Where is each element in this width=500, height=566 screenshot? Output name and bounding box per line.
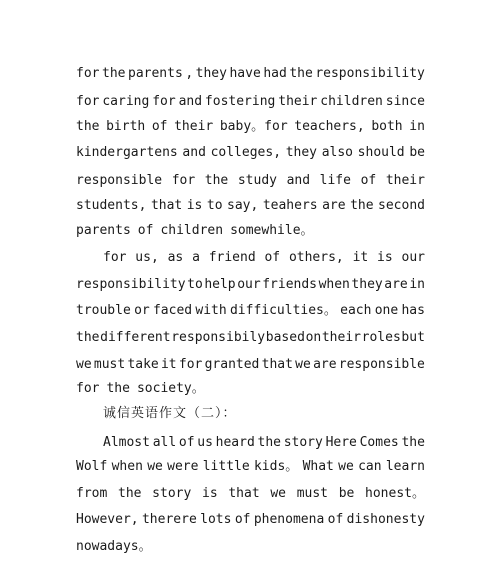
- word: fostering: [204, 94, 276, 109]
- word: lots: [200, 512, 232, 527]
- word: parents: [128, 66, 183, 81]
- word: we: [76, 357, 92, 372]
- text-line-9: [76, 276, 425, 294]
- word: However,: [76, 512, 139, 527]
- word: children: [320, 94, 383, 109]
- word: a: [192, 250, 200, 265]
- word: life: [319, 173, 351, 188]
- word: roles: [361, 330, 401, 345]
- word: of: [327, 512, 344, 527]
- word: of: [234, 512, 251, 527]
- text-line-19: [76, 538, 425, 556]
- word: we: [270, 486, 286, 501]
- word: they: [195, 66, 227, 81]
- word: parents: [76, 223, 131, 238]
- word: Here: [325, 435, 357, 450]
- word: responsible: [338, 357, 425, 372]
- word: should: [357, 145, 405, 160]
- text-line-1: [76, 65, 425, 83]
- word: are: [322, 198, 346, 213]
- text-line-4: [76, 144, 425, 162]
- word: teachers,: [294, 119, 365, 134]
- word: the: [204, 173, 229, 188]
- word: say,: [227, 198, 259, 213]
- text-line-3: [76, 118, 425, 136]
- text-line-16: [76, 458, 425, 476]
- word: ,: [185, 66, 194, 81]
- word: and: [286, 173, 311, 188]
- word: had: [263, 66, 287, 81]
- word: us,: [135, 250, 159, 265]
- word: children: [160, 223, 224, 238]
- word: has: [401, 303, 425, 318]
- word: students,: [76, 198, 147, 213]
- word: colleges,: [210, 145, 282, 160]
- word: faced: [152, 303, 193, 318]
- word: be: [409, 145, 425, 160]
- text-line-17: [76, 485, 425, 503]
- word: teahers: [262, 198, 318, 213]
- word: all: [152, 435, 177, 450]
- word: be: [338, 486, 355, 501]
- word: somewhile。: [230, 223, 314, 238]
- word: or: [134, 303, 150, 318]
- word: the: [76, 330, 100, 345]
- word: help: [204, 277, 236, 292]
- word: and: [182, 145, 206, 160]
- word: learn: [385, 459, 425, 474]
- word: friend: [208, 250, 256, 265]
- word: our: [401, 250, 425, 265]
- word: Comes: [359, 435, 399, 450]
- word: take: [127, 357, 159, 372]
- word: are: [384, 277, 408, 292]
- word: to: [187, 277, 203, 292]
- word: that: [261, 357, 293, 372]
- word: friends: [262, 277, 318, 292]
- word: is: [202, 486, 218, 501]
- word: their: [174, 119, 214, 134]
- word: for: [178, 357, 203, 372]
- word: different: [100, 330, 171, 345]
- word: phenomena: [253, 512, 325, 527]
- word: it: [352, 250, 369, 265]
- word: story: [283, 435, 323, 450]
- text-line-7: [76, 222, 425, 240]
- word: the: [76, 119, 100, 134]
- word: as: [167, 250, 184, 265]
- word: to: [206, 198, 223, 213]
- word: heard: [215, 435, 255, 450]
- word: difficulties。: [229, 303, 337, 318]
- word: that: [150, 198, 183, 213]
- word: based: [265, 330, 305, 345]
- word: for: [76, 66, 100, 81]
- word: both: [371, 119, 403, 134]
- word: their: [278, 94, 318, 109]
- word: story: [152, 486, 192, 501]
- word: that: [228, 486, 260, 501]
- word: their: [385, 173, 425, 188]
- text-line-11: [76, 329, 425, 347]
- word: the: [350, 198, 374, 213]
- word: from: [76, 486, 108, 501]
- word: they: [351, 277, 383, 292]
- word: and: [178, 94, 203, 109]
- word: responsibility: [315, 66, 425, 81]
- word: our: [237, 277, 261, 292]
- word: trouble: [76, 303, 131, 318]
- heading-text: 诚信英语作文（二）：: [103, 406, 237, 421]
- word: society。: [136, 381, 205, 396]
- word: in: [409, 277, 425, 292]
- word: little: [202, 459, 250, 474]
- word: Almost: [103, 435, 150, 450]
- word: with: [195, 303, 227, 318]
- word: but: [401, 330, 425, 345]
- word: for: [103, 250, 127, 265]
- word: of: [151, 119, 168, 134]
- word: therere: [141, 512, 197, 527]
- word: responsibility: [76, 277, 186, 292]
- word: each: [340, 303, 372, 318]
- word: the: [102, 66, 126, 81]
- word: the: [401, 435, 425, 450]
- word: the: [257, 435, 281, 450]
- word: study: [237, 173, 277, 188]
- word: for: [76, 94, 100, 109]
- word: baby。for: [219, 119, 288, 134]
- word: we: [147, 459, 163, 474]
- word: in: [409, 119, 425, 134]
- text-line-5: [76, 172, 425, 190]
- text-line-15: [103, 434, 425, 452]
- word: dishonesty: [346, 512, 425, 527]
- word: granted: [204, 357, 260, 372]
- word: it: [160, 357, 177, 372]
- word: of: [264, 250, 281, 265]
- word: the: [289, 66, 313, 81]
- word: when: [318, 277, 350, 292]
- text-line-2: [76, 93, 425, 111]
- word: the: [106, 381, 130, 396]
- word: have: [229, 66, 261, 81]
- word: we: [338, 459, 354, 474]
- word: when: [111, 459, 143, 474]
- word: responsibily: [171, 330, 266, 345]
- word: is: [186, 198, 203, 213]
- section-heading: [103, 405, 452, 423]
- word: second: [378, 198, 425, 213]
- word: must: [93, 357, 126, 372]
- word: we: [295, 357, 311, 372]
- word: of: [178, 435, 195, 450]
- word: Wolf: [76, 459, 108, 474]
- text-line-18: [76, 511, 425, 529]
- word: one: [374, 303, 399, 318]
- word: nowadays。: [76, 539, 152, 554]
- word: they: [285, 145, 318, 160]
- word: for: [152, 94, 176, 109]
- word: can: [358, 459, 382, 474]
- word: also: [321, 145, 353, 160]
- word: for: [171, 173, 196, 188]
- word: were: [167, 459, 199, 474]
- text-line-12: [76, 356, 425, 374]
- word: for: [76, 381, 100, 396]
- text-line-13: [76, 380, 425, 398]
- word: birth: [106, 119, 146, 134]
- word: must: [296, 486, 328, 501]
- word: kids。: [253, 459, 299, 474]
- word: us: [197, 435, 213, 450]
- text-line-6: [76, 197, 425, 215]
- text-line-10: [76, 302, 425, 320]
- word: kindergartens: [76, 145, 178, 160]
- text-line-8: [103, 249, 425, 267]
- word: is: [377, 250, 393, 265]
- word: the: [118, 486, 142, 501]
- word: since: [385, 94, 425, 109]
- word: caring: [102, 94, 150, 109]
- word: of: [360, 173, 377, 188]
- word: on: [305, 330, 322, 345]
- word: responsible: [76, 173, 163, 188]
- word: others,: [288, 250, 344, 265]
- word: of: [137, 223, 154, 238]
- word: are: [313, 357, 337, 372]
- word: honest。: [365, 486, 425, 501]
- word: What: [302, 459, 334, 474]
- word: their: [321, 330, 361, 345]
